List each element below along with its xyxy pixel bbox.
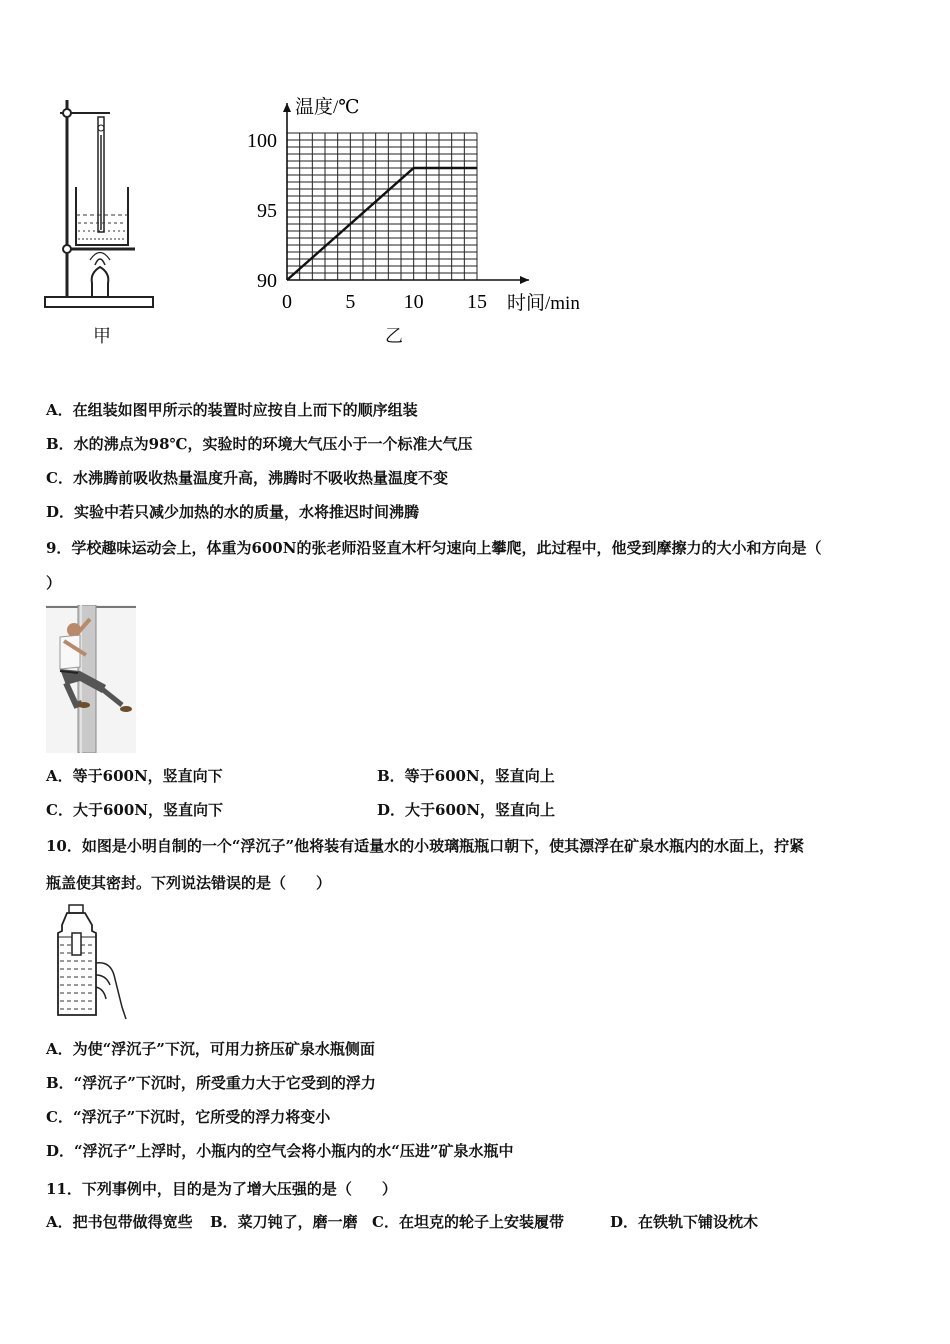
mineral-water-bottle bbox=[58, 913, 96, 1015]
q9-option-d: D．大于600N，竖直向上 bbox=[377, 801, 556, 819]
climber-body bbox=[60, 635, 80, 669]
chart-axes bbox=[283, 103, 529, 284]
q9-stem: 9．学校趣味运动会上，体重为600N的张老师沿竖直木杆匀速向上攀爬，此过程中，他受到摩擦力的大小和方向是（ bbox=[46, 539, 822, 557]
q9-option-b: B．等于600N，竖直向上 bbox=[377, 767, 555, 785]
q10-stem-cont: 瓶盖使其密封。下列说法错误的是（ ） bbox=[46, 874, 332, 892]
hand bbox=[96, 963, 126, 1019]
q11-option-b: B．菜刀钝了，磨一磨 bbox=[210, 1213, 358, 1231]
q10-option-b: B．“浮沉子”下沉时，所受重力大于它受到的浮力 bbox=[46, 1074, 376, 1092]
q9-option-a: A．等于600N，竖直向下 bbox=[46, 767, 223, 785]
q11-option-c: C．在坦克的轮子上安装履带 bbox=[372, 1213, 564, 1231]
q11-stem: 11．下列事例中，目的是为了增大压强的是（ ） bbox=[46, 1180, 397, 1198]
x-tick-label: 15 bbox=[467, 291, 487, 313]
q8-option-d: D．实验中若只减少加热的水的质量，水将推迟时间沸腾 bbox=[46, 503, 420, 521]
apparatus-figure bbox=[40, 95, 165, 310]
q11-option-d: D．在铁轨下铺设枕木 bbox=[610, 1213, 759, 1231]
q8-option-b: B．水的沸点为98℃，实验时的环境大气压小于一个标准大气压 bbox=[46, 435, 473, 453]
q11-option-a: A．把书包带做得宽些 bbox=[46, 1213, 193, 1231]
y-tick-label: 90 bbox=[257, 270, 277, 292]
alcohol-lamp bbox=[92, 267, 109, 297]
q10-option-a: A．为使“浮沉子”下沉，可用力挤压矿泉水瓶侧面 bbox=[46, 1040, 375, 1058]
q10-option-d: D．“浮沉子”上浮时，小瓶内的空气会将小瓶内的水“压进”矿泉水瓶中 bbox=[46, 1142, 514, 1160]
climber-photo bbox=[46, 605, 136, 753]
x-axis-label: 时间/min bbox=[507, 293, 580, 314]
y-axis-arrow bbox=[283, 103, 291, 112]
cartesian-diver-figure bbox=[52, 903, 134, 1023]
chart-grid bbox=[287, 133, 477, 280]
q9-stem-cont: ） bbox=[46, 574, 62, 592]
q8-option-c: C．水沸腾前吸收热量温度升高，沸腾时不吸收热量温度不变 bbox=[46, 469, 448, 487]
small-glass-vial bbox=[72, 933, 81, 955]
y-tick-label: 100 bbox=[247, 130, 277, 152]
q8-option-a: A．在组装如图甲所示的装置时应按自上而下的顺序组装 bbox=[46, 401, 418, 419]
q9-option-c: C．大于600N，竖直向下 bbox=[46, 801, 223, 819]
y-tick-label: 95 bbox=[257, 200, 277, 222]
x-tick-label: 10 bbox=[403, 291, 424, 313]
x-tick-label: 0 bbox=[282, 291, 292, 313]
x-tick-label: 5 bbox=[345, 291, 356, 313]
x-axis-arrow bbox=[520, 276, 529, 284]
q10-stem: 10．如图是小明自制的一个“浮沉子”他将装有适量水的小玻璃瓶瓶口朝下，使其漂浮在矿泉水瓶内的水面上，拧紧 bbox=[46, 837, 805, 855]
stand-base bbox=[45, 297, 153, 307]
q10-option-c: C．“浮沉子”下沉时，它所受的浮力将变小 bbox=[46, 1108, 331, 1126]
temperature-chart bbox=[245, 95, 610, 320]
caption-jia: 甲 bbox=[93, 326, 111, 347]
y-axis-label: 温度/℃ bbox=[295, 97, 360, 118]
chart-ticks bbox=[247, 130, 487, 313]
caption-yi: 乙 bbox=[385, 326, 403, 347]
